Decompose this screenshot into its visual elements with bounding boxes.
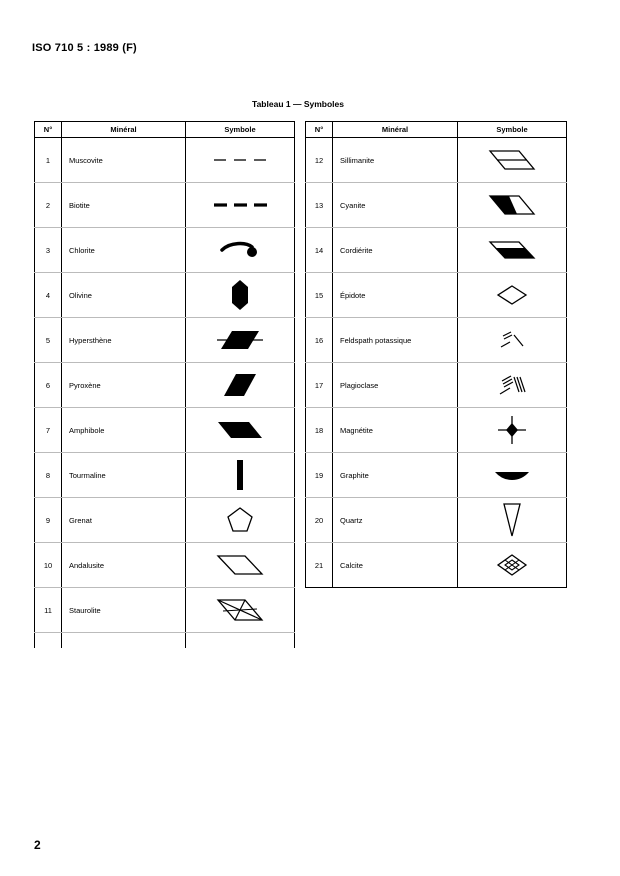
column-header-symbol: Symbole <box>186 122 295 138</box>
row-number: 11 <box>35 588 62 633</box>
table-row <box>35 273 295 318</box>
row-number: 17 <box>306 363 333 408</box>
table-row <box>306 138 567 183</box>
parallelogram-outline-icon <box>215 553 265 577</box>
column-header-mineral: Minéral <box>62 122 186 138</box>
mineral-name: Chlorite <box>62 228 186 273</box>
row-number: 13 <box>306 183 333 228</box>
row-number: 19 <box>306 453 333 498</box>
symbols-table-left <box>34 121 295 648</box>
row-number: 10 <box>35 543 62 588</box>
mineral-name: Sillimanite <box>333 138 458 183</box>
lens-shape-icon <box>492 468 532 482</box>
pentagon-outline-icon <box>226 506 254 534</box>
row-number: 8 <box>35 453 62 498</box>
diamond-outline-icon <box>495 284 529 306</box>
filled-rhombus-icon <box>222 372 258 398</box>
column-header-no: N° <box>35 122 62 138</box>
table-row <box>35 228 295 273</box>
row-number: 18 <box>306 408 333 453</box>
mineral-name: Quartz <box>333 498 458 543</box>
half-filled-parallelogram-icon <box>487 193 537 217</box>
mineral-name: Amphibole <box>62 408 186 453</box>
row-number: 1 <box>35 138 62 183</box>
table-row <box>306 408 567 453</box>
table-row <box>306 183 567 228</box>
table-row <box>306 363 567 408</box>
row-number: 6 <box>35 363 62 408</box>
column-header-mineral: Minéral <box>333 122 458 138</box>
row-number: 2 <box>35 183 62 228</box>
mineral-name: Épidote <box>333 273 458 318</box>
row-number: 20 <box>306 498 333 543</box>
row-number: 15 <box>306 273 333 318</box>
hook-curl-icon <box>218 239 262 261</box>
table-row <box>306 453 567 498</box>
table-row <box>306 228 567 273</box>
row-number: 16 <box>306 318 333 363</box>
row-number: 3 <box>35 228 62 273</box>
crossed-rhombus-outline-icon <box>215 597 265 623</box>
mineral-name: Cyanite <box>333 183 458 228</box>
row-number: 21 <box>306 543 333 588</box>
vertical-bar-icon <box>233 459 247 491</box>
mineral-name: Feldspath potassique <box>333 318 458 363</box>
row-number: 14 <box>306 228 333 273</box>
mineral-name: Biotite <box>62 183 186 228</box>
table-row <box>35 543 295 588</box>
striped-strokes-icon <box>497 373 527 397</box>
row-number: 9 <box>35 498 62 543</box>
mineral-name: Olivine <box>62 273 186 318</box>
table-row <box>35 138 295 183</box>
mineral-name: Staurolite <box>62 588 186 633</box>
mineral-name: Magnétite <box>333 408 458 453</box>
document-header: ISO 710 5 : 1989 (F) <box>32 42 137 54</box>
page-number: 2 <box>34 838 41 852</box>
mineral-name: Pyroxène <box>62 363 186 408</box>
mineral-name: Grenat <box>62 498 186 543</box>
mineral-name: Andalusite <box>62 543 186 588</box>
column-header-symbol: Symbole <box>458 122 567 138</box>
row-number: 7 <box>35 408 62 453</box>
nested-diamond-icon <box>495 553 529 577</box>
lower-filled-parallelogram-icon <box>487 239 537 261</box>
table-row <box>35 498 295 543</box>
dashed-line-thick-icon <box>210 198 270 212</box>
mineral-name: Plagioclase <box>333 363 458 408</box>
table-header-row <box>35 122 295 138</box>
mineral-name: Tourmaline <box>62 453 186 498</box>
dashed-line-thin-icon <box>210 153 270 167</box>
row-number: 4 <box>35 273 62 318</box>
mineral-name: Calcite <box>333 543 458 588</box>
mineral-name: Cordiérite <box>333 228 458 273</box>
column-header-no: N° <box>306 122 333 138</box>
table-row <box>35 183 295 228</box>
elongated-hexagon-icon <box>229 279 251 311</box>
table-row <box>306 498 567 543</box>
split-parallelogram-icon <box>487 148 537 172</box>
mineral-name: Graphite <box>333 453 458 498</box>
mineral-name: Hypersthène <box>62 318 186 363</box>
crossed-parallelogram-icon <box>215 328 265 352</box>
table-header-row <box>306 122 567 138</box>
strokes-glyph-icon <box>497 329 527 351</box>
table-row <box>306 318 567 363</box>
table-row <box>306 543 567 588</box>
star-cross-icon <box>496 414 528 446</box>
row-number: 12 <box>306 138 333 183</box>
table-row <box>306 273 567 318</box>
table-row <box>35 363 295 408</box>
table-row <box>35 453 295 498</box>
table-row <box>35 588 295 633</box>
symbols-table-right <box>305 121 567 588</box>
table-row-empty <box>35 633 295 649</box>
table-row <box>35 408 295 453</box>
row-number: 5 <box>35 318 62 363</box>
table-caption: Tableau 1 — Symboles <box>252 99 344 109</box>
table-row <box>35 318 295 363</box>
filled-parallelogram-icon <box>215 419 265 441</box>
inverted-triangle-icon <box>501 502 523 538</box>
mineral-name: Muscovite <box>62 138 186 183</box>
